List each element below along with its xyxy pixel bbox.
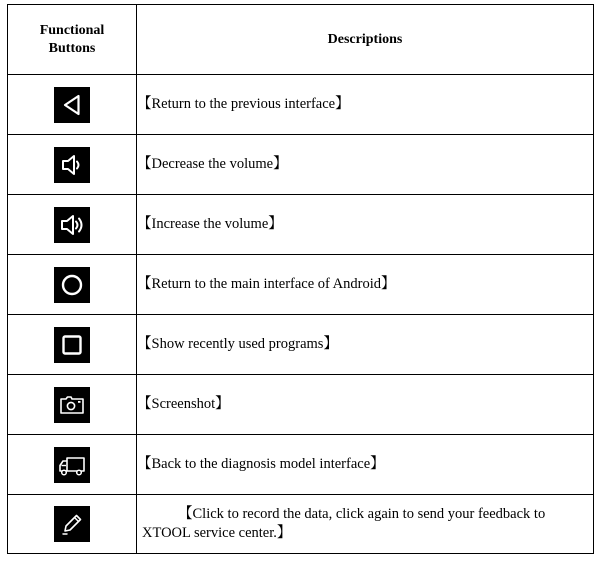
screenshot-camera-icon — [54, 387, 90, 423]
row-description: 【Back to the diagnosis model interface】 — [137, 435, 594, 495]
home-circle-icon — [54, 267, 90, 303]
header-col1-line2: Buttons — [48, 40, 96, 56]
table-row — [8, 375, 594, 435]
table-row — [8, 435, 594, 495]
header-col1-line1: Functional — [39, 22, 105, 38]
table-row — [8, 495, 594, 554]
header-functional-buttons — [8, 5, 137, 75]
volume-up-icon — [54, 207, 90, 243]
volume-down-icon — [54, 147, 90, 183]
row-description: 【Decrease the volume】 — [137, 135, 594, 195]
functional-buttons-table — [7, 4, 594, 554]
table-header-row — [8, 5, 594, 75]
row-description: 【Increase the volume】 — [137, 195, 594, 255]
table-row — [8, 255, 594, 315]
row-description: 【Return to the previous interface】 — [137, 75, 594, 135]
table-row — [8, 135, 594, 195]
row-description: 【Click to record the data, click again to send your feedback to XTOOL service center.】 — [137, 495, 594, 554]
row-description: 【Return to the main interface of Android】 — [137, 255, 594, 315]
pen-icon — [54, 506, 90, 542]
row-description: 【Show recently used programs】 — [137, 315, 594, 375]
recent-apps-square-icon — [54, 327, 90, 363]
table-row — [8, 75, 594, 135]
row-description: 【Screenshot】 — [137, 375, 594, 435]
header-descriptions: Descriptions — [137, 5, 594, 75]
table-row — [8, 315, 594, 375]
table-row — [8, 195, 594, 255]
truck-icon — [54, 447, 90, 483]
back-triangle-icon — [54, 87, 90, 123]
